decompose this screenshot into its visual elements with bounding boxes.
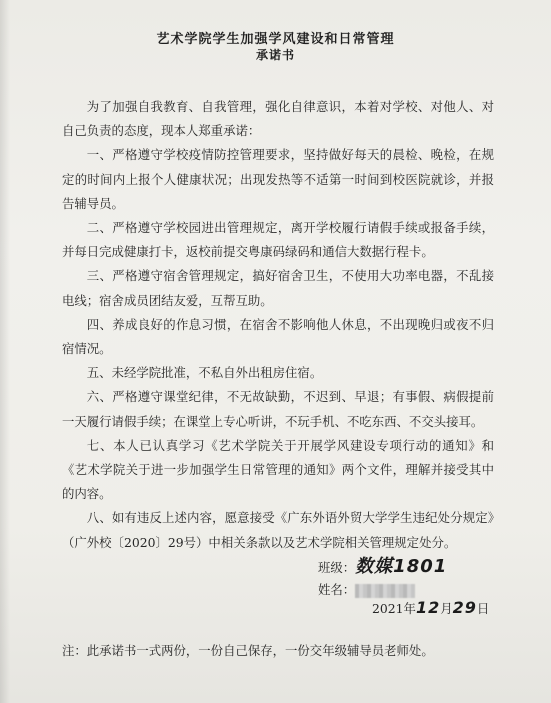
class-label: 班级：: [318, 560, 356, 575]
date-day-handwritten: 29: [452, 598, 477, 617]
date-day-label: 日: [476, 601, 490, 616]
paragraph-intro: 为了加强自我教育、自我管理，强化自律意识，本着对学校、对他人、对自己负责的态度，现本人郑重承诺：: [62, 99, 494, 139]
name-line: [318, 580, 415, 598]
paragraph-item-6: 六、严格遵守课堂纪律，不无故缺勤，不迟到、早退；有事假、病假提前一天履行请假手续；在课堂上专心听讲，不玩手机、不吃东西、不交头接耳。: [62, 389, 494, 429]
paragraph-item-7: 七、本人已认真学习《艺术学院关于开展学风建设专项行动的通知》和《艺术学院关于进一步加强学生日常管理的通知》两个文件，理解并接受其中的内容。: [62, 437, 494, 502]
paragraph-item-1: 一、严格遵守学校疫情防控管理要求，坚持做好每天的晨检、晚检，在规定的时间内上报个人健康状况；出现发热等不适第一时间到校医院就诊，并报告辅导员。: [62, 147, 494, 211]
name-label: 姓名：: [318, 582, 356, 597]
class-line: [318, 552, 447, 578]
date-month-label: 月: [440, 601, 453, 616]
document-subtitle: 承诺书: [255, 48, 295, 62]
paragraph-item-2: 二、严格遵守学校园进出管理规定，离开学校履行请假手续或报备手续，并每日完成健康打卡，返校前提交粤康码绿码和通信大数据行程卡。: [62, 220, 494, 260]
class-handwritten-value: 数媒1801: [355, 556, 448, 577]
document-title: 艺术学院学生加强学风建设和日常管理: [156, 32, 395, 47]
document-body: [62, 95, 494, 555]
date-year: 2021年: [372, 601, 416, 616]
date-month-handwritten: 12: [415, 598, 441, 617]
footnote: 注：此承诺书一式两份，一份自己保存，一份交年级辅导员老师处。: [62, 643, 434, 658]
paragraph-item-8: 八、如有违反上述内容，愿意接受《广东外语外贸大学学生违纪处分规定》（广外校〔2020〕29号）中相关条款以及艺术学院相关管理规定处分。: [62, 510, 494, 550]
paragraph-item-3: 三、严格遵守宿舍管理规定，搞好宿舍卫生，不使用大功率电器，不乱接电线；宿舍成员团结友爱，互帮互助。: [62, 268, 494, 308]
paragraph-item-4: 四、养成良好的作息习惯，在宿舍不影响他人休息，不出现晚归或夜不归宿情况。: [62, 316, 494, 357]
page-shadow: [0, 0, 10, 703]
date-line: [372, 598, 489, 617]
paragraph-item-5: 五、未经学院批准，不私自外出租房住宿。: [86, 365, 323, 381]
redacted-name: [355, 584, 415, 598]
